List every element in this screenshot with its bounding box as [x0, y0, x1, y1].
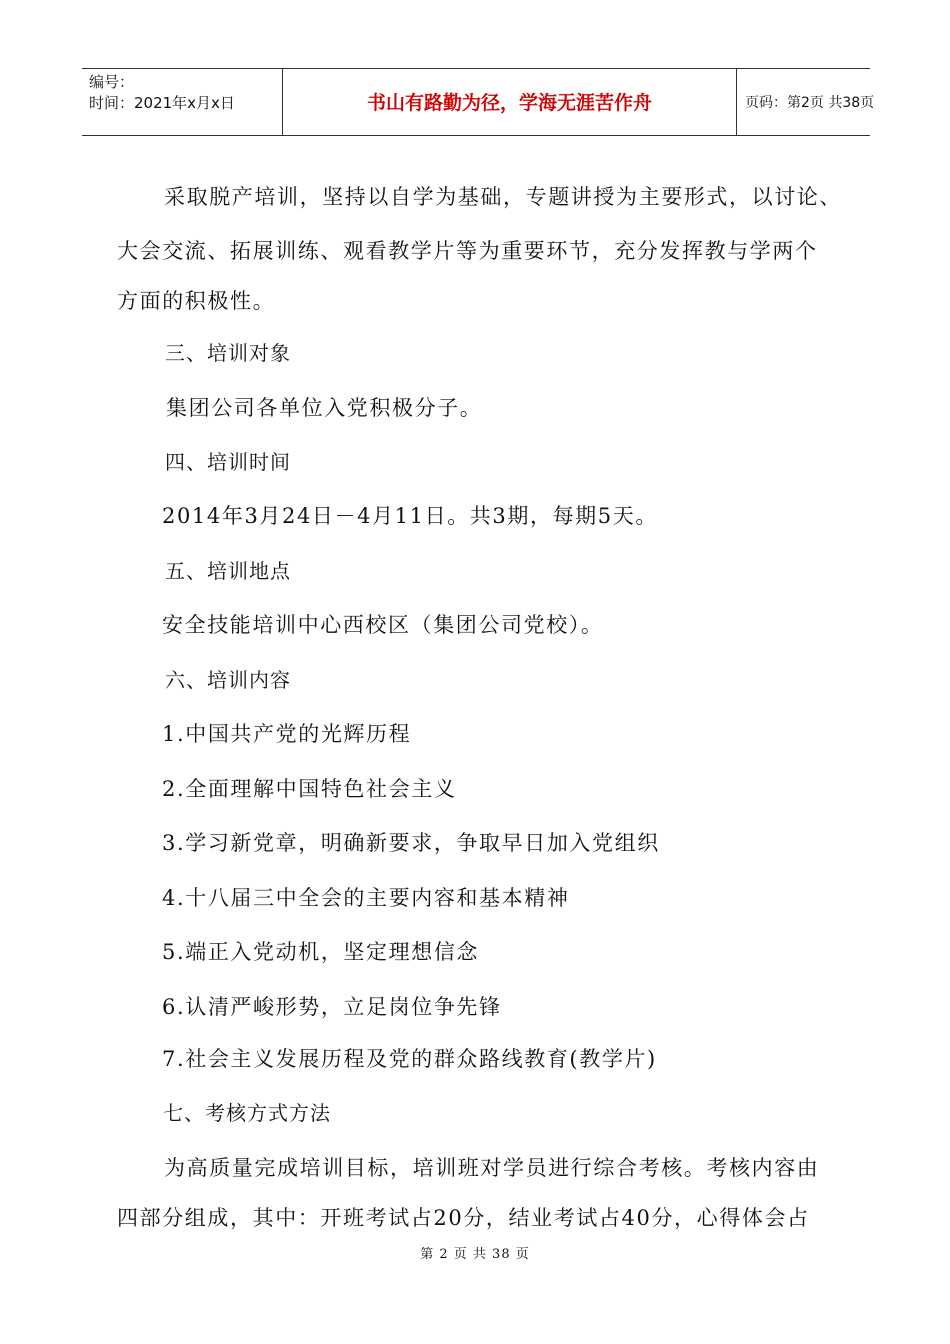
page-footer: 第 2 页 共 38 页	[420, 1247, 530, 1262]
list-item: 5.端正入党动机，坚定理想信念	[162, 940, 480, 964]
paragraph-line: 四部分组成，其中：开班考试占20分，结业考试占40分，心得体会占	[117, 1206, 810, 1230]
list-item: 3.学习新党章，明确新要求，争取早日加入党组织	[162, 831, 660, 855]
section-heading: 三、培训对象	[165, 341, 291, 365]
header-page-info: 页码：第2页 共38页	[745, 95, 875, 111]
header-motto: 书山有路勤为径，学海无涯苦作舟	[282, 69, 737, 135]
section-heading: 七、考核方式方法	[163, 1101, 331, 1125]
document-date: 时间：2021年x月x日	[89, 94, 235, 112]
list-item: 7.社会主义发展历程及党的群众路线教育(教学片)	[162, 1047, 657, 1071]
paragraph-line: 大会交流、拓展训练、观看教学片等为重要环节，充分发挥教与学两个	[117, 239, 818, 263]
section-text: 2014年3月24日－4月11日。共3期，每期5天。	[162, 504, 658, 528]
paragraph-line: 为高质量完成培训目标，培训班对学员进行综合考核。考核内容由	[164, 1156, 820, 1180]
list-item: 2.全面理解中国特色社会主义	[162, 777, 457, 801]
section-heading: 四、培训时间	[165, 450, 291, 474]
paragraph-line: 采取脱产培训，坚持以自学为基础，专题讲授为主要形式，以讨论、	[164, 185, 842, 209]
list-item: 6.认清严峻形势，立足岗位争先锋	[162, 995, 502, 1019]
document-number-label: 编号：	[89, 73, 135, 91]
section-heading: 六、培训内容	[165, 668, 291, 692]
section-text: 集团公司各单位入党积极分子。	[166, 396, 483, 420]
list-item: 4.十八届三中全会的主要内容和基本精神	[162, 886, 570, 910]
paragraph-line: 方面的积极性。	[117, 289, 276, 313]
header-meta	[82, 69, 282, 135]
section-text: 安全技能培训中心西校区（集团公司党校）。	[162, 613, 604, 637]
page-header	[82, 68, 875, 136]
list-item: 1.中国共产党的光辉历程	[162, 722, 412, 746]
section-heading: 五、培训地点	[165, 559, 291, 583]
